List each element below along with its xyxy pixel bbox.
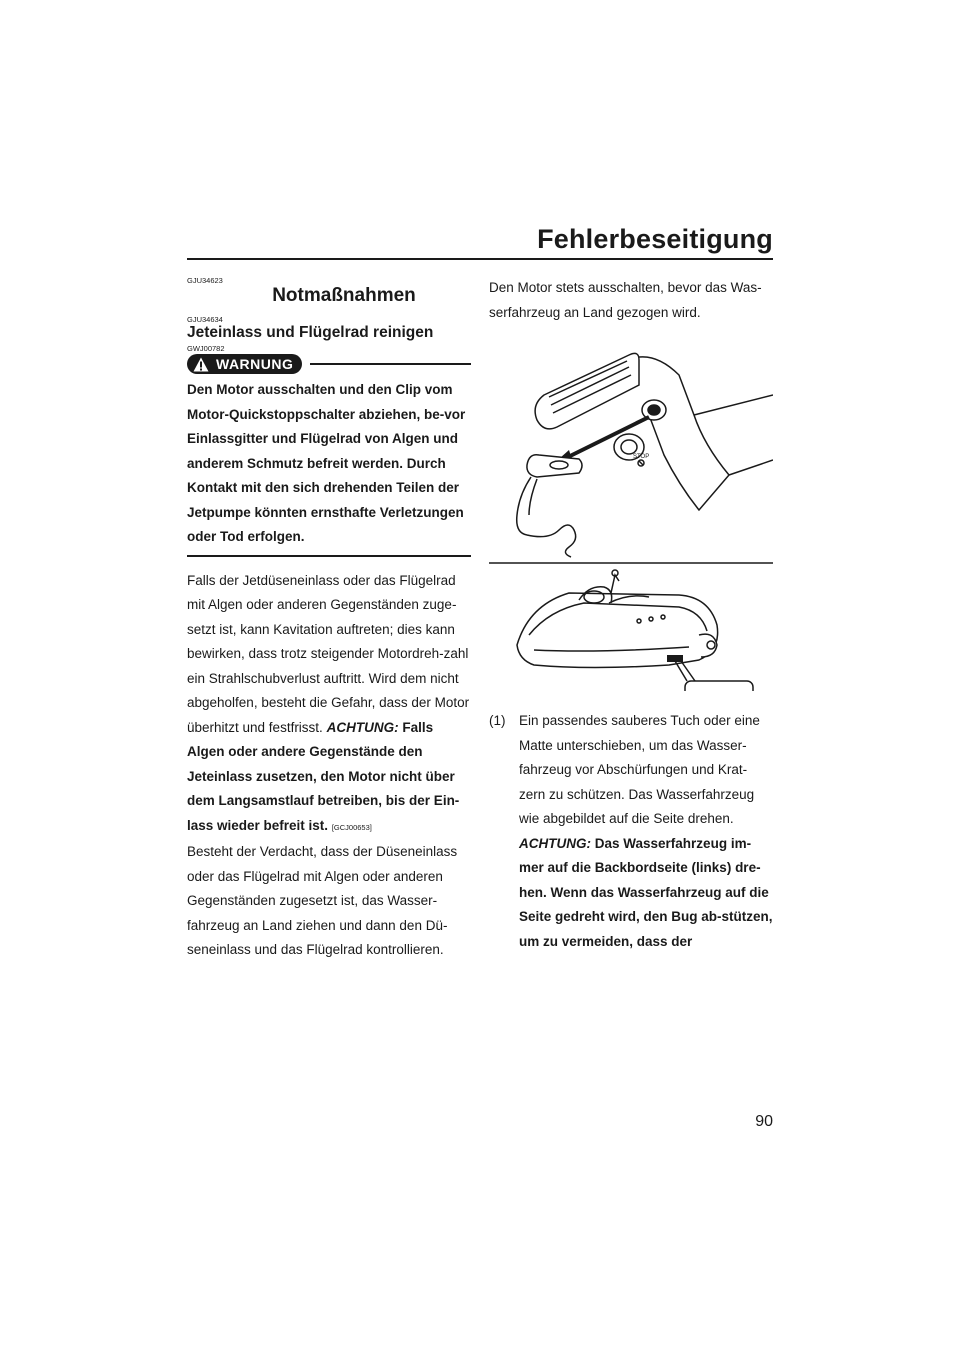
header-rule [187, 258, 773, 260]
section-title: Notmaßnahmen [272, 285, 416, 306]
lanyard-clip-icon [517, 455, 582, 557]
step-text [519, 709, 773, 954]
handlebar-and-watercraft-illustration [489, 335, 773, 691]
step-number: (1) [489, 713, 506, 728]
subsection-code: GJU34634 [187, 315, 223, 324]
caution-text: Falls Algen oder andere Gegenstände den Jeteinlass zusetzen, den Motor nicht über dem Langsamstlauf betreiben, bis der Ein-lass wieder befreit ist. [187, 719, 460, 833]
intake-grate-detail-icon [675, 661, 753, 691]
warning-text: Den Motor ausschalten und den Clip vom Motor-Quickstoppschalter abziehen, be-vor Einlassgitter und Flügelrad von Algen und anderem Schmutz befreit werden. Durch Kontakt mit den sich drehenden Teilen der Jetpumpe könnten ernsthafte Verletzungen oder Tod erfolgen. [187, 378, 471, 557]
stop-label: STOP [633, 454, 650, 460]
figure-illustration [489, 335, 773, 691]
step-achtung-label: ACHTUNG: [519, 835, 591, 851]
right-intro-text: Den Motor stets ausschalten, bevor das Was-serfahrzeug an Land gezogen wird. [489, 280, 762, 320]
watercraft-icon [517, 570, 718, 668]
paragraph-inspection-text: Besteht der Verdacht, dass der Düseneinlass oder das Flügelrad mit Algen oder anderen Gegenständen zugesetzt ist, das Wasser-fahrzeug an Land ziehen und dann den Dü-seneinlass und das Flügelrad kontrollieren. [187, 844, 458, 957]
warning-rule [310, 363, 471, 365]
paragraph-cavitation-text: Falls der Jetdüseneinlass oder das Flügelrad mit Algen oder anderen Gegenständen zuge-setzt ist, kann Kavitation auftreten; dies kann bewirken, dass trotz steigender Motordreh-zahl ein Strahlschubverlust auftritt. Wird dem nicht abgeholfen, besteht die Gefahr, dass der Motor überhitzt und festfrisst. [187, 572, 470, 735]
handlebar-grip-icon [535, 353, 773, 510]
warning-label: WARNUNG [216, 356, 294, 372]
warning-code: GWJ00782 [187, 344, 225, 353]
page-header-title: Fehlerbeseitigung [537, 224, 773, 254]
warning-badge [187, 354, 302, 374]
right-column [489, 276, 773, 954]
subsection-title: Jeteinlass und Flügelrad reinigen [187, 324, 434, 341]
warning-header [187, 354, 471, 374]
caution-code: [GCJ00653] [331, 822, 372, 832]
steps-list [489, 709, 773, 954]
step-body: Ein passendes sauberes Tuch oder eine Matte unterschieben, um das Wasser-fahrzeug vor Abschürfungen und Krat-zern zu schützen. Das Wasserfahrzeug wie abgebildet auf die Seite drehen. [519, 713, 760, 826]
left-column [187, 276, 471, 963]
list-item [489, 709, 773, 954]
paragraph-cavitation [187, 569, 471, 963]
step-caution-text: Das Wasserfahrzeug im-mer auf die Backbordseite (links) dre-hen. Wenn das Wasserfahrzeug auf die Seite gedreht wird, den Bug ab-stützen, um zu vermeiden, dass der [519, 835, 773, 949]
warning-triangle-icon [193, 357, 209, 372]
page-number: 90 [755, 1113, 773, 1130]
achtung-label: ACHTUNG: [326, 719, 399, 735]
section-code: GJU34623 [187, 276, 223, 285]
